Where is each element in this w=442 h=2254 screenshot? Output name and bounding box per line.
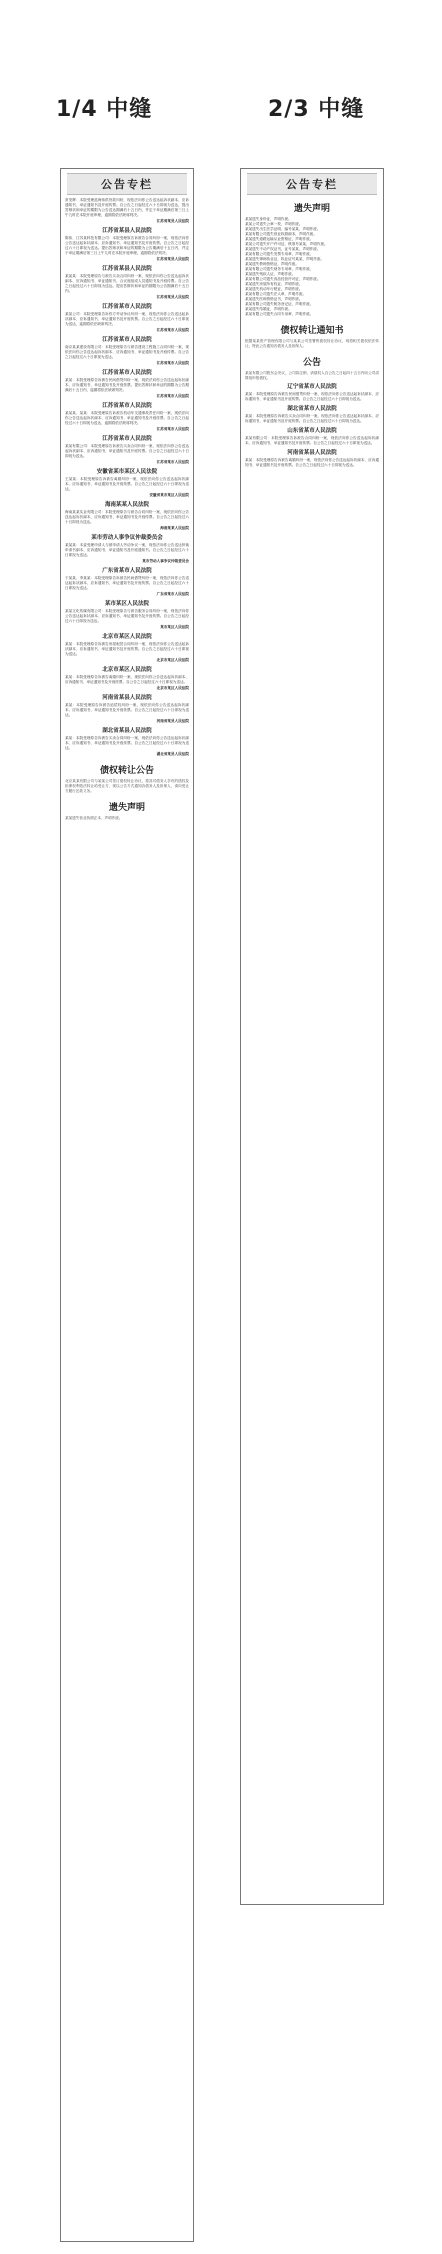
right-section3-title: 公告 — [302, 358, 321, 368]
notice-signature: 江苏省某县人民法院 — [156, 295, 189, 299]
notice-heading: 江苏省某县人民法院 — [102, 266, 152, 272]
notice-signature: 江苏省某县人民法院 — [156, 257, 189, 261]
left-column-heading: 1/4 中缝 — [56, 97, 153, 122]
notice-signature: 河南省某县人民法院 — [156, 719, 189, 723]
lost-item: 某某遗失残疾人证，声明作废。 — [245, 272, 296, 276]
court-notice-heading: 山东省某市人民法院 — [287, 428, 337, 434]
notice-block — [65, 535, 189, 564]
court-notice-heading: 河南省某县人民法院 — [287, 450, 337, 456]
court-notice-heading: 湖北省某市人民法院 — [287, 406, 337, 412]
notice-heading: 江苏省某市人民法院 — [102, 304, 152, 310]
lost-item: 某某有限公司遗失食品经营许可证，声明作废。 — [245, 277, 321, 281]
court-notice-body: 某某：本院受理原告诉被告民间借贷纠纷一案，现依法向你公告送达起诉状副本、应诉通知书、举证通知书及开庭传票。自公告之日起经过六十日即视为送达。 — [245, 392, 379, 401]
lost-item: 某某有限公司遗失法人章，声明作废。 — [245, 292, 307, 296]
court-notice-block — [245, 384, 379, 402]
court-notice-list — [241, 384, 383, 468]
left-section3-body: 某某遗失营业执照正本，声明作废。 — [65, 816, 123, 820]
notice-body: 王某某：本院受理原告诉被告离婚纠纷一案，现依法向你公告送达起诉状副本、应诉通知书、举证通知书及开庭传票。自公告之日起经过六十日即视为送达。 — [65, 477, 189, 491]
notice-body: 某某文化传媒有限公司：本院受理原告与被告服务合同纠纷一案，现依法向你公告送达起诉状副本、应诉通知书、举证通知书及开庭传票。自公告之日起经过六十日即视为送达。 — [65, 609, 189, 623]
notice-block — [65, 634, 189, 663]
notice-body: 某某：本院受理原告诉被告追偿权纠纷一案，现依法向你公告送达起诉状副本、应诉通知书、举证通知书及开庭传票。自公告之日起经过六十日即视为送达。 — [65, 703, 189, 717]
right-section3-body: 某某有限公司股东会决议，公司拟注销，请债权人自公告之日起四十五日内向公司清算组申报债权。 — [245, 371, 379, 380]
notice-signature: 某市劳动人事争议仲裁委员会 — [142, 559, 189, 563]
notice-signature: 湖北省某县人民法院 — [156, 752, 189, 756]
left-section2-body: 北京某某有限公司与某某公司签订债权转让协议，将其对债务人享有的债权及担保权利依法转让给受让方，现以公告方式通知各债务人及担保人，请向受让方履行还款义务。 — [65, 779, 189, 793]
lost-item: 某某遗失不动产权证书，证号某某，声明作废。 — [245, 247, 321, 251]
notice-body: 某某：本院受理原告诉被告离婚纠纷一案，现依法向你公告送达起诉状副本、应诉通知书、举证通知书及开庭传票。自公告之日起经过六十日即视为送达。 — [65, 675, 189, 684]
notice-signature: 广东省某市人民法院 — [156, 592, 189, 596]
notice-body: 于某某、李某某：本院受理原告诉被告民间借贷纠纷一案，现依法向你公告送达起诉状副本、应诉通知书、举证通知书及开庭传票。自公告之日起经过六十日即视为送达。 — [65, 576, 189, 590]
notice-signature: 江苏省某市人民法院 — [156, 394, 189, 398]
lost-item: 某某有限公司遗失营业执照副本，声明作废。 — [245, 232, 317, 236]
notice-block — [65, 601, 189, 630]
court-notice-body: 某某：本院受理原告诉被告买卖合同纠纷一案，现依法向你公告送达起诉状副本、应诉通知书、举证通知书及开庭传票。自公告之日起经过六十日即视为送达。 — [245, 414, 379, 423]
notice-body: 陈伟、江苏某科技有限公司：本院受理原告诉被告合同纠纷一案，现依法向你公告送达起诉状副本、应诉通知书、举证通知书及开庭传票。自公告之日起经过六十日即视为送达。提出答辩状和举证的期限为公告期满后十五日内，并定于举证期满后第三日上午九时在本院开庭审理，逾期将依法判决。 — [65, 236, 189, 255]
notice-heading: 江苏省某市人民法院 — [102, 337, 152, 343]
notice-block — [65, 337, 189, 366]
notice-body: 常发辉：本院受理蓝海伟供货款纠纷，现依法向你公告送达起诉状副本、应诉通知书、举证通知书及开庭传票。自公告之日起经过六十日即视为送达，提出答辩状和举证的期限为公告送达期满后十五日内，并定于举证期满后第三日上午九时在本院开庭审理，逾期将依法缺席判决。 — [65, 198, 189, 217]
notice-body: 某某某：本委受理申请人与被申请人劳动争议一案，现依法向你公告送达仲裁申请书副本、应诉通知书、举证通知书及开庭通知书。自公告之日起经过六十日即视为送达。 — [65, 543, 189, 557]
left-section2-title: 债权转让公告 — [99, 766, 154, 776]
notice-signature: 某市某区人民法院 — [160, 625, 189, 629]
notice-body: 某某公司：本院受理原告诉你方劳动争议纠纷一案，现依法向你公告送达起诉状副本、应诉通知书、举证通知书及开庭传票。自公告之日起经过六十日即视为送达，逾期将依法缺席判决。 — [65, 312, 189, 326]
notice-signature: 江苏省某市人民法院 — [156, 328, 189, 332]
notice-block — [65, 228, 189, 262]
notice-signature: 江苏省某市人民法院 — [156, 427, 189, 431]
right-section2-title: 债权转让通知书 — [280, 326, 344, 336]
notice-block — [65, 266, 189, 300]
court-notice-block — [245, 428, 379, 446]
notice-body: 某某某：本院受理原告与被告买卖合同纠纷一案，现依法向你公告送达起诉状副本、应诉通知书、举证通知书、合议庭组成人员通知书及开庭传票。自公告之日起经过六十日即视为送达。提出答辩状和举证的期限为公告期满后十五日内。 — [65, 274, 189, 293]
notice-signature: 北京市某区人民法院 — [156, 658, 189, 662]
court-notice-body: 某某有限公司：本院受理原告诉被告合同纠纷一案，现依法向你公告送达起诉状副本、应诉通知书、举证通知书及开庭传票。自公告之日起经过六十日即视为送达。 — [245, 436, 379, 445]
lost-item: 某某有限公司遗失发票专用章，声明作废。 — [245, 252, 314, 256]
lost-item: 某某遗失律师执业证，执业证号某某，声明作废。 — [245, 257, 325, 261]
lost-item: 某某有限公司遗失税务登记证，声明作废。 — [245, 302, 314, 306]
notice-block — [65, 667, 189, 691]
right-notice-column — [240, 168, 384, 1905]
lost-item: 某某遗失教师资格证，声明作废。 — [245, 262, 299, 266]
lost-item: 某某有限公司遗失财务专用章，声明作废。 — [245, 267, 314, 271]
lost-item: 某某遗失房屋所有权证，声明作废。 — [245, 282, 303, 286]
notice-heading: 江苏省某市人民法院 — [102, 403, 152, 409]
left-section3-title: 遗失声明 — [108, 803, 145, 813]
notice-heading: 广东省某市人民法院 — [102, 568, 152, 574]
notice-body: 某某：本院受理原告诉被告房屋租赁合同纠纷一案，现依法向你公告送达起诉状副本、应诉通知书、举证通知书及开庭传票。自公告之日起经过六十日即视为送达。 — [65, 642, 189, 656]
notice-block — [65, 198, 189, 224]
lost-item: 某某遗失结婚证，声明作废。 — [245, 307, 292, 311]
right-section2-body: 根据某某资产管理有限公司与某某公司签署的债权转让协议，现将相关债权依法转让，特此公告通知各债务人及担保人。 — [245, 339, 379, 348]
notice-signature: 海南某某人民法院 — [160, 526, 189, 530]
notice-block — [65, 304, 189, 333]
notice-heading: 河南省某县人民法院 — [102, 695, 152, 701]
notice-signature: 北京市某区人民法院 — [156, 686, 189, 690]
lost-item: 某某遗失机动车行驶证，声明作废。 — [245, 287, 303, 291]
notice-heading: 北京市某区人民法院 — [102, 667, 152, 673]
left-notice-column — [60, 168, 194, 2242]
notice-body: 南京某某建设有限公司：本院受理原告与被告建设工程施工合同纠纷一案，现依法向你公告送达起诉状副本、应诉通知书、举证通知书及开庭传票。自公告之日起经过六十日即视为送达。 — [65, 345, 189, 359]
court-notice-block — [245, 406, 379, 424]
notice-signature: 江苏省某县人民法院 — [156, 219, 189, 223]
notice-signature: 安徽省某市某区人民法院 — [149, 493, 189, 497]
notice-block — [65, 728, 189, 757]
lost-item: 某某有限公司遗失合同专用章，声明作废。 — [245, 312, 314, 316]
lost-item: 某某遗失道路运输从业资格证，声明作废。 — [245, 237, 314, 241]
notice-block — [65, 370, 189, 399]
notice-heading: 北京市某区人民法院 — [102, 634, 152, 640]
lost-item: 某某公司遗失开户许可证，核准号某某，声明作废。 — [245, 242, 328, 246]
court-notice-block — [245, 450, 379, 468]
notice-block — [65, 502, 189, 531]
notice-heading: 海南某某人民法院 — [104, 502, 149, 508]
notice-signature: 江苏省某市人民法院 — [156, 460, 189, 464]
lost-item: 某某遗失出生医学证明，编号某某，声明作废。 — [245, 227, 321, 231]
notice-heading: 某市劳动人事争议仲裁委员会 — [91, 535, 163, 541]
notice-block — [65, 403, 189, 432]
notice-signature: 江苏省某市人民法院 — [156, 361, 189, 365]
notice-block — [65, 695, 189, 724]
notice-heading: 安徽省某市某区人民法院 — [96, 469, 158, 475]
left-column-title: 公告专栏 — [67, 173, 187, 195]
notice-body: 某某：本院受理原告诉被告买卖合同纠纷一案，现依法向你公告送达起诉状副本、应诉通知书、举证通知书及开庭传票。自公告之日起经过六十日即视为送达。 — [65, 736, 189, 750]
court-notice-body: 某某：本院受理原告诉被告离婚纠纷一案，现依法向你公告送达起诉状副本、应诉通知书、举证通知书及开庭传票。自公告之日起经过六十日即视为送达。 — [245, 458, 379, 467]
lost-item: 某某公司遗失公章一枚，声明作废。 — [245, 222, 303, 226]
notice-heading: 湖北省某县人民法院 — [102, 728, 152, 734]
right-column-title: 公告专栏 — [247, 173, 377, 195]
left-notice-list — [61, 198, 193, 757]
notice-block — [65, 469, 189, 498]
notice-heading: 江苏省某县人民法院 — [102, 228, 152, 234]
notice-block — [65, 568, 189, 597]
notice-body: 某某有限公司：本院受理原告诉被告买卖合同纠纷一案，现依法向你公告送达起诉状副本、应诉通知书、举证通知书及开庭传票。自公告之日起经过六十日即视为送达。 — [65, 444, 189, 458]
lost-items-list — [241, 217, 383, 317]
notice-heading: 江苏省某市人民法院 — [102, 370, 152, 376]
lost-item: 某某遗失医师资格证书，声明作废。 — [245, 297, 303, 301]
court-notice-heading: 辽宁省某市人民法院 — [287, 384, 337, 390]
notice-body: 某某：本院受理原告诉被告民间借贷纠纷一案，现依法向你公告送达起诉状副本、应诉通知书、举证通知书及开庭传票。提出答辩状和举证的期限为公告期满后十五日内，逾期将依法缺席判决。 — [65, 378, 189, 392]
notice-block — [65, 436, 189, 465]
lost-item: 某某遗失身份证，声明作废。 — [245, 217, 292, 221]
notice-body: 某某某、某某：本院受理原告诉被告机动车交通事故责任纠纷一案，现依法向你公告送达起诉状副本、应诉通知书、举证通知书及开庭传票。自公告之日起经过六十日即视为送达，逾期将依法缺席判决。 — [65, 411, 189, 425]
right-column-heading: 2/3 中缝 — [268, 97, 365, 122]
notice-heading: 江苏省某市人民法院 — [102, 436, 152, 442]
notice-heading: 某市某区人民法院 — [104, 601, 149, 607]
notice-body: 海南某某实业有限公司：本院受理原告与被告合同纠纷一案，现依法向你公告送达起诉状副本、应诉通知书、举证通知书及开庭传票。自公告之日起经过六十日即视为送达。 — [65, 510, 189, 524]
right-section1-title: 遗失声明 — [293, 204, 330, 214]
